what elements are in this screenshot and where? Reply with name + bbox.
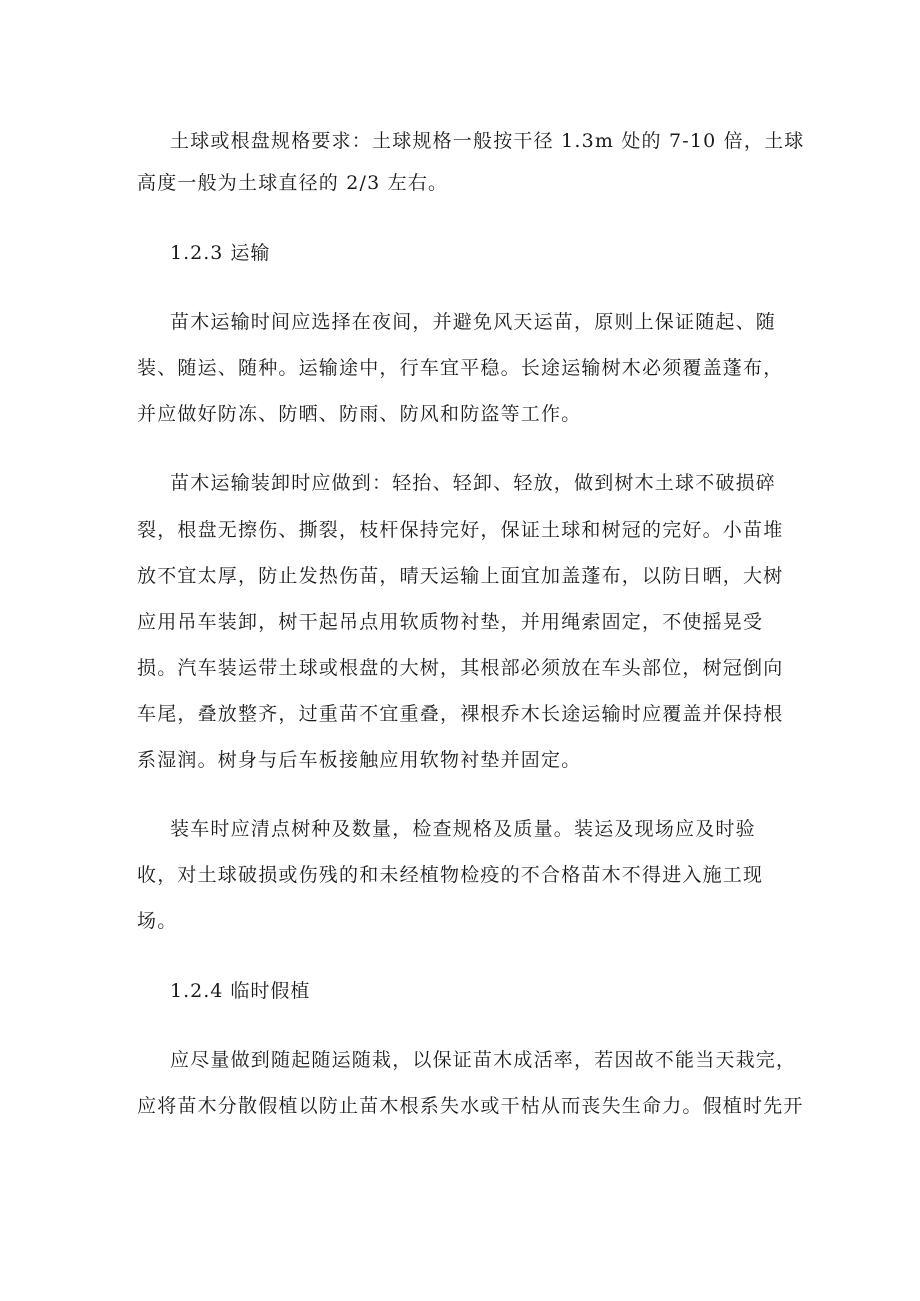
paragraph-line: 苗木运输装卸时应做到：轻抬、轻卸、轻放，做到树木土球不破损碎 [170, 472, 777, 494]
paragraph-line: 场。 [137, 910, 178, 932]
paragraph-line: 应尽量做到随起随运随栽，以保证苗木成活率，若因故不能当天栽完， [170, 1049, 797, 1071]
section-heading: 1.2.4 临时假植 [170, 980, 311, 1002]
paragraph-line: 苗木运输时间应选择在夜间，并避免风天运苗，原则上保证随起、随 [170, 311, 777, 333]
paragraph-line: 装车时应清点树种及数量，检查规格及质量。装运及现场应及时验 [170, 818, 756, 840]
paragraph-line: 装、随运、随种。运输途中，行车宜平稳。长途运输树木必须覆盖蓬布， [137, 357, 784, 379]
paragraph-line: 放不宜太厚，防止发热伤苗，晴天运输上面宜加盖蓬布，以防日晒，大树 [137, 565, 784, 587]
paragraph-line: 高度一般为土球直径的 2/3 左右。 [137, 172, 449, 194]
paragraph-line: 应将苗木分散假植以防止苗木根系失水或干枯从而丧失生命力。假植时先开 [137, 1095, 804, 1117]
section-heading: 1.2.3 运输 [170, 242, 271, 264]
paragraph-line: 系湿润。树身与后车板接触应用软物衬垫并固定。 [137, 749, 582, 771]
paragraph-line: 并应做好防冻、防晒、防雨、防风和防盗等工作。 [137, 403, 582, 425]
paragraph-line: 收，对土球破损或伤残的和未经植物检疫的不合格苗木不得进入施工现 [137, 864, 764, 886]
paragraph-line: 车尾，叠放整齐，过重苗不宜重叠，裸根乔木长途运输时应覆盖并保持根 [137, 703, 784, 725]
paragraph-line: 裂，根盘无擦伤、撕裂，枝杆保持完好，保证土球和树冠的完好。小苗堆 [137, 519, 784, 541]
paragraph-line: 土球或根盘规格要求：土球规格一般按干径 1.3m 处的 7-10 倍，土球 [170, 130, 805, 152]
paragraph-line: 损。汽车装运带土球或根盘的大树，其根部必须放在车头部位，树冠倒向 [137, 657, 784, 679]
paragraph-line: 应用吊车装卸，树干起吊点用软质物衬垫，并用绳索固定，不使摇晃受 [137, 611, 764, 633]
